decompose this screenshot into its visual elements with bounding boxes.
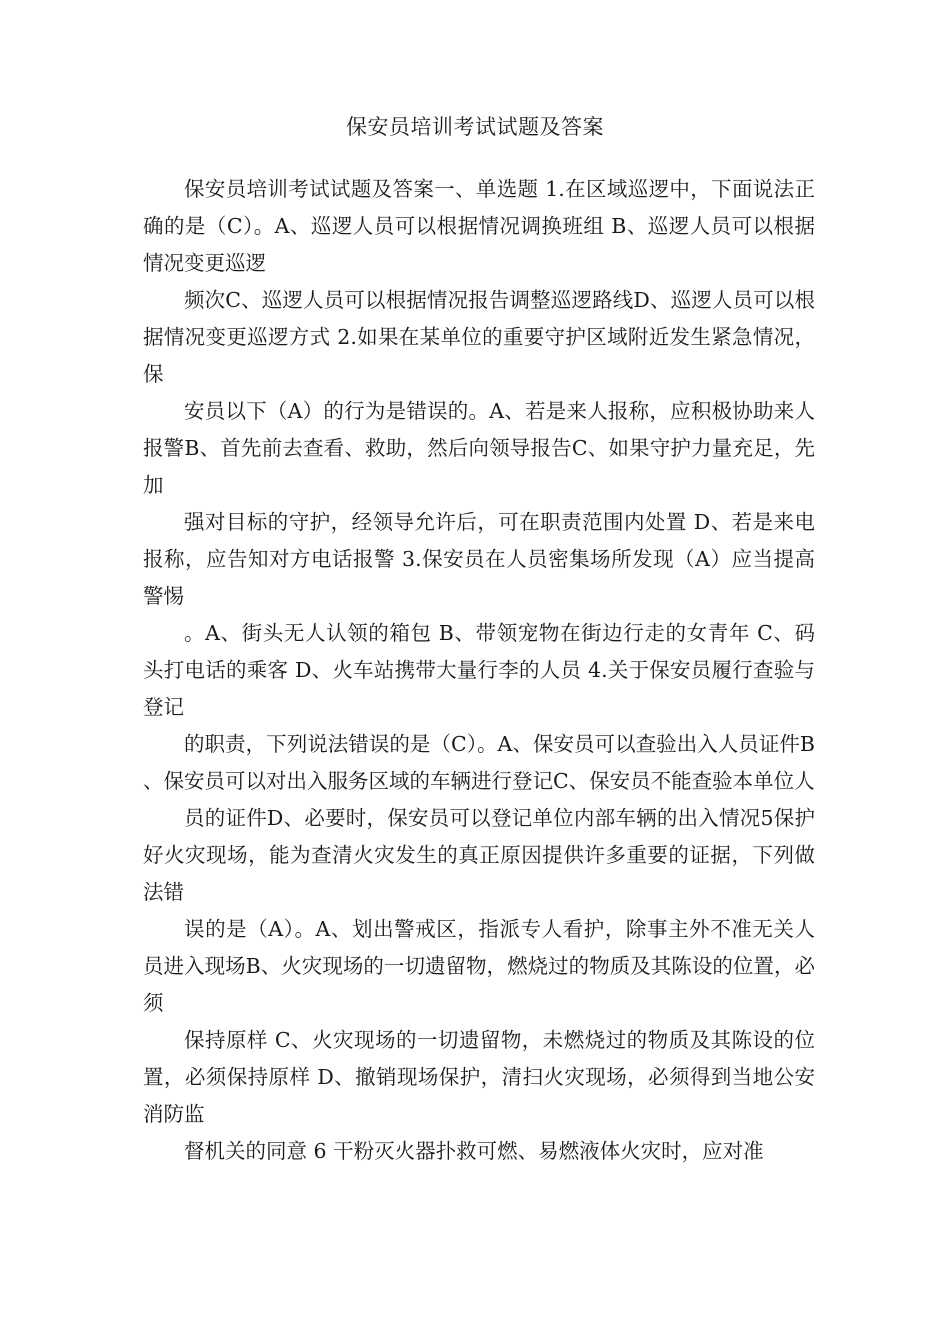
paragraph: 员的证件D、必要时，保安员可以登记单位内部车辆的出入情况5保护好火灾现场，能为查清火灾发生的真正原因提供许多重要的证据，下列做法错 <box>143 806 815 904</box>
paragraph: 安员以下（A）的行为是错误的。A、若是来人报称，应积极协助来人报警B、首先前去查看、救助，然后向领导报告C、如果守护力量充足，先加 <box>143 399 815 497</box>
document-body <box>143 171 815 1170</box>
paragraph: 。A、街头无人认领的箱包 B、带领宠物在街边行走的女青年 C、码头打电话的乘客 D、火车站携带大量行李的人员 4.关于保安员履行查验与登记 <box>143 621 815 719</box>
paragraph: 误的是（A）。A、划出警戒区，指派专人看护，除事主外不准无关人员进入现场B、火灾现场的一切遗留物，燃烧过的物质及其陈设的位置，必须 <box>143 917 815 1015</box>
paragraph: 强对目标的守护，经领导允许后，可在职责范围内处置 D、若是来电报称，应告知对方电话报警 3.保安员在人员密集场所发现（A）应当提高警惕 <box>143 510 815 608</box>
paragraph: 保持原样 C、火灾现场的一切遗留物，未燃烧过的物质及其陈设的位置，必须保持原样 D、撤销现场保护，清扫火灾现场，必须得到当地公安消防监 <box>143 1028 815 1126</box>
paragraph: 保安员培训考试试题及答案一、单选题 1.在区域巡逻中，下面说法正确的是（C）。A、巡逻人员可以根据情况调换班组 B、巡逻人员可以根据情况变更巡逻 <box>143 177 815 275</box>
paragraph: 频次C、巡逻人员可以根据情况报告调整巡逻路线D、巡逻人员可以根据情况变更巡逻方式 2.如果在某单位的重要守护区域附近发生紧急情况，保 <box>143 288 815 386</box>
document-title: 保安员培训考试试题及答案 <box>346 115 604 139</box>
paragraph: 督机关的同意 6 干粉灭火器扑救可燃、易燃液体火灾时，应对准 <box>184 1139 764 1163</box>
paragraph: 的职责，下列说法错误的是（C）。A、保安员可以查验出入人员证件B、保安员可以对出入服务区域的车辆进行登记C、保安员不能查验本单位人 <box>143 732 815 793</box>
